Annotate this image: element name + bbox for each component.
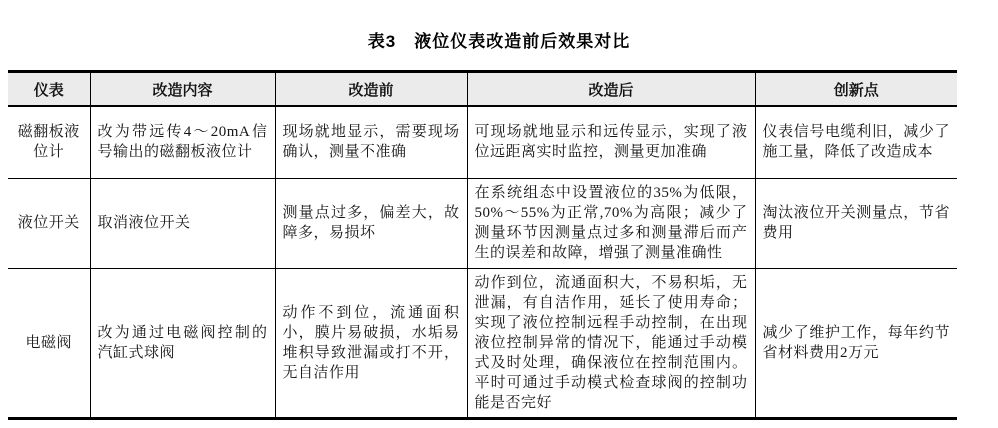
cell-before: 现场就地显示，需要现场确认，测量不准确: [275, 106, 467, 178]
cell-after: 在系统组态中设置液位的35%为低限，50%～55%为正常,70%为高限；减少了测量环节因测量点过多和测量滞后而产生的误差和故障，增强了测量准确性: [467, 178, 755, 268]
table-row: [8, 106, 957, 178]
cell-instrument: 电磁阀: [8, 268, 90, 418]
cell-before: 测量点过多，偏差大，故障多，易损坏: [275, 178, 467, 268]
cell-innovation: 淘汰液位开关测量点，节省费用: [755, 178, 957, 268]
table-row: [8, 178, 957, 268]
cell-innovation: 减少了维护工作，每年约节省材料费用2万元: [762, 324, 950, 361]
table-row: [8, 268, 957, 418]
cell-before: 动作不到位，流通面积小，膜片易破损，水垢易堆积导致泄漏或打不开，无自洁作用: [275, 268, 467, 418]
col-header-modification-content: 改造内容: [90, 72, 275, 107]
cell-modification-content: 取消液位开关: [90, 178, 275, 268]
table-caption: 表3 液位仪表改造前后效果对比: [367, 32, 631, 51]
cell-after: 可现场就地显示和远传显示，实现了液位远距离实时监控，测量更加准确: [467, 106, 755, 178]
cell-instrument: 磁翻板液位计: [8, 106, 90, 178]
header-row: [8, 72, 957, 107]
cell-instrument: 液位开关: [8, 178, 90, 268]
cell-after: 动作到位，流通面积大，不易积垢，无泄漏，有自洁作用，延长了使用寿命；实现了液位控制远程手动控制，在出现液位控制异常的情况下，能通过手动模式及时处理，确保液位在控制范围内。平时可通过手动模式检查球阀的控制功能是否完好: [467, 268, 755, 418]
cell-innovation: 仪表信号电缆利旧，减少了施工量，降低了改造成本: [755, 106, 957, 178]
cell-modification-content: 改为带远传4～20mA信号输出的磁翻板液位计: [90, 106, 275, 178]
col-header-before: 改造前: [275, 72, 467, 107]
comparison-table: [8, 70, 957, 420]
col-header-after: 改造后: [467, 72, 755, 107]
col-header-innovation: 创新点: [755, 72, 957, 107]
col-header-instrument: 仪表: [8, 72, 90, 107]
cell-modification-content: 改为通过电磁阀控制的汽缸式球阀: [90, 268, 275, 418]
